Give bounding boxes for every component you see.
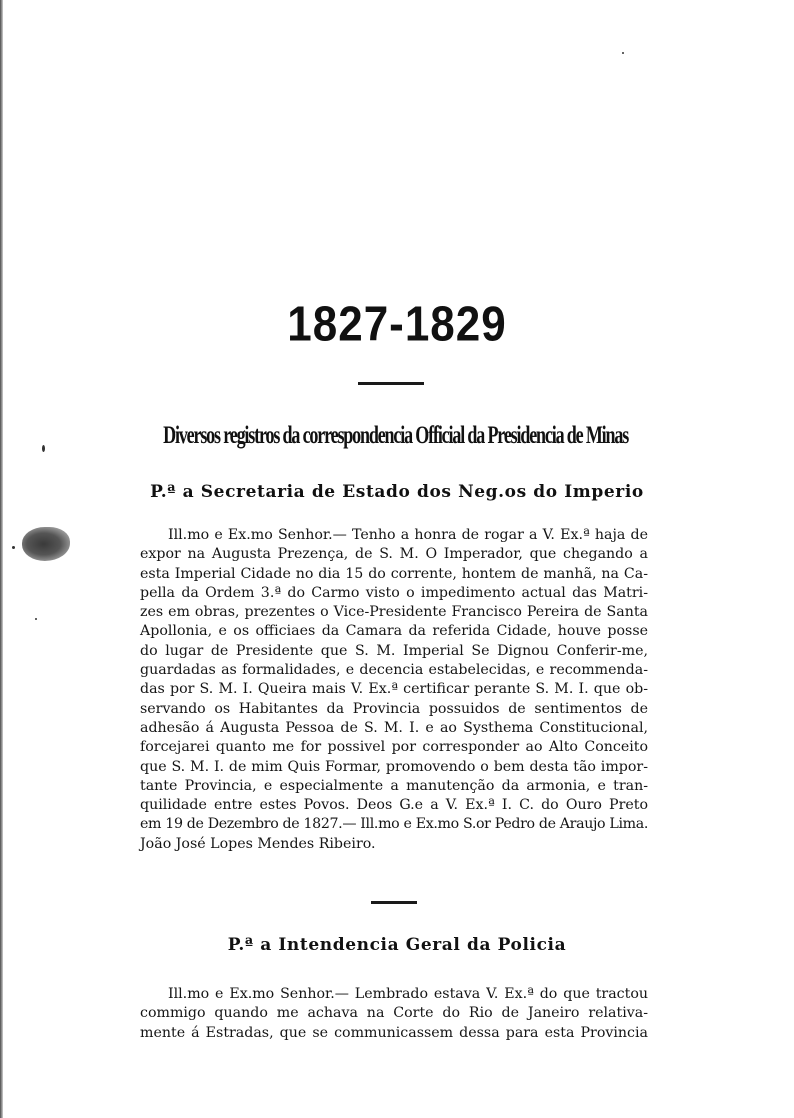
- letter-body: [140, 526, 648, 854]
- text-line: pella da Ordem 3.ª do Carmo visto o impedimento actual das Matri-: [140, 584, 648, 601]
- text-line: mente á Estradas, que se communicassem dessa para esta Provincia: [140, 1024, 648, 1041]
- speck-mark: [622, 52, 624, 54]
- letter-body: [140, 985, 648, 1043]
- text-line: quilidade entre estes Povos. Deos G.e a V. Ex.ª I. C. do Ouro Preto: [140, 797, 648, 814]
- text-line: em 19 de Dezembro de 1827.— Ill.mo e Ex.mo S.or Pedro de Araujo Lima.: [140, 816, 648, 833]
- text-line: Ill.mo e Ex.mo Senhor.— Lembrado estava V. Ex.ª do que tractou: [168, 986, 648, 1002]
- text-line: guardadas as formalidades, e decencia estabelecidas, e recommenda-: [140, 662, 648, 679]
- text-line: adhesão á Augusta Pessoa de S. M. I. e ao Systhema Constitucional,: [140, 719, 648, 736]
- speck-mark: [35, 618, 37, 620]
- letter-heading: P.ª a Intendencia Geral da Policia: [227, 935, 567, 955]
- text-line: esta Imperial Cidade no dia 15 do corrente, hontem de manhã, na Ca-: [140, 565, 648, 582]
- text-line: Apollonia, e os officiaes da Camara da referida Cidade, houve posse: [140, 623, 648, 640]
- text-line: tante Provincia, e especialmente a manutenção da armonia, e tran-: [140, 777, 648, 794]
- speck-mark: [42, 445, 45, 452]
- letter-divider: [371, 901, 417, 904]
- text-line: commigo quando me achava na Corte do Rio de Janeiro relativa-: [140, 1005, 648, 1022]
- text-line: zes em obras, prezentes o Vice-Presidente Francisco Pereira de Santa: [140, 604, 648, 621]
- text-line: forcejarei quanto me for possivel por corresponder ao Alto Conceito: [140, 739, 648, 756]
- title-divider: [358, 382, 424, 385]
- letter-heading: P.ª a Secretaria de Estado dos Neg.os do Imperio: [150, 482, 644, 502]
- text-line: que S. M. I. de mim Quis Formar, promovendo o bem desta tão impor-: [140, 758, 648, 775]
- text-line: Ill.mo e Ex.mo Senhor.— Tenho a honra de rogar a V. Ex.ª haja de: [168, 527, 648, 543]
- year-range-title: 1827-1829: [287, 297, 507, 352]
- text-line: servando os Habitantes da Provincia possuidos de sentimentos de: [140, 700, 648, 717]
- text-line: das por S. M. I. Queira mais V. Ex.ª certificar perante S. M. I. que ob-: [140, 681, 648, 698]
- speck-mark: [12, 546, 15, 549]
- text-line: do lugar de Presidente que S. M. Imperial Se Dignou Conferir-me,: [140, 642, 648, 659]
- text-line: expor na Augusta Prezença, de S. M. O Imperador, que chegando a: [140, 546, 648, 563]
- text-line: João José Lopes Mendes Ribeiro.: [140, 835, 376, 852]
- ink-blot-mark: [22, 527, 70, 561]
- section-title: Diversos registros da correspondencia Official da Presidencia de Minas: [163, 422, 629, 449]
